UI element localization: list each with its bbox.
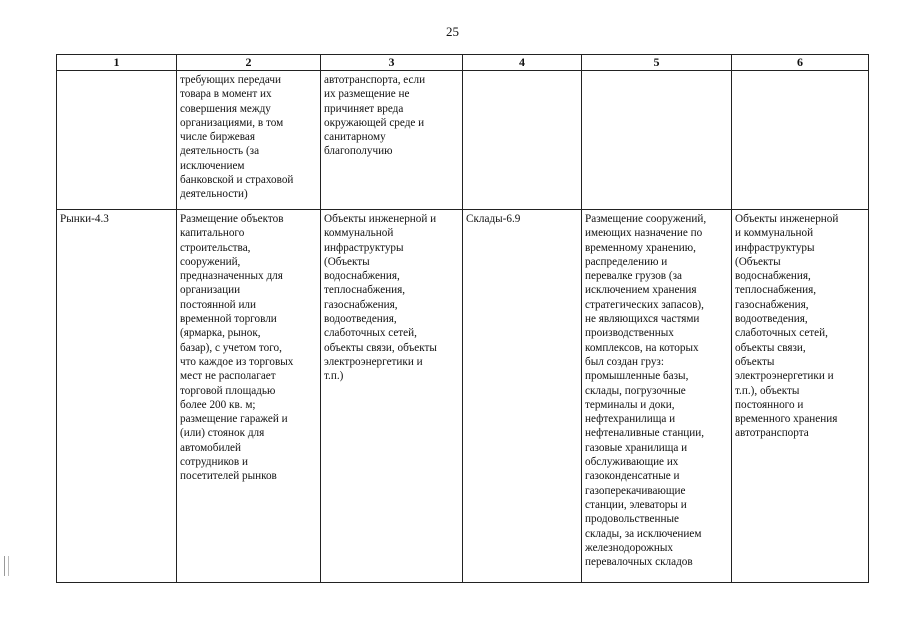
table-cell bbox=[732, 210, 869, 583]
table-cell bbox=[177, 210, 321, 583]
table-cell bbox=[177, 71, 321, 210]
table-row-markets bbox=[57, 210, 869, 583]
table-cell bbox=[57, 71, 177, 210]
table-cell bbox=[582, 210, 732, 583]
column-header: 6 bbox=[732, 55, 869, 71]
cell-text: автотранспорта, если их размещение не причиняет вреда окружающей среде и санитарному благополучию bbox=[324, 74, 426, 158]
column-header: 2 bbox=[177, 55, 321, 71]
table-cell bbox=[463, 210, 582, 583]
cell-text: Склады-6.9 bbox=[466, 213, 521, 225]
table-row-continued bbox=[57, 71, 869, 210]
page-number: 25 bbox=[446, 24, 459, 39]
table-cell bbox=[582, 71, 732, 210]
table-cell bbox=[321, 71, 463, 210]
column-header: 1 bbox=[57, 55, 177, 71]
column-header: 5 bbox=[582, 55, 732, 71]
table-cell bbox=[57, 210, 177, 583]
table-cell bbox=[321, 210, 463, 583]
column-header: 4 bbox=[463, 55, 582, 71]
cell-text: Рынки-4.3 bbox=[60, 213, 109, 225]
cell-text: Размещение сооружений, имеющих назначение по временному хранению, распределению и перевалке грузов (за исключением хранения стратегических запасов), не являющихся частями производственных комплексов, на которых был создан груз: промышленные базы, склады, погрузочные терминалы и доки, нефтехранилища и нефтеналивные станции, газовые хранилища и обслуживающие их газоконденсатные и газоперекачивающие станции, элеваторы и продовольственные склады, за исключением железнодорожных перевалочных складов bbox=[585, 213, 707, 569]
cell-text: Размещение объектов капитального строительства, сооружений, предназначенных для организации постоянной или временной торговли (ярмарка, рынок, базар), с учетом того, что каждое из торговых мест не располагает торговой площадью более 200 кв. м; размещение гаражей и (или) стоянок для автомобилей сотрудников и посетителей рынков bbox=[180, 213, 294, 483]
land-use-table bbox=[56, 54, 869, 583]
cell-text: Объекты инженерной и коммунальной инфраструктуры (Объекты водоснабжения, теплоснабжения, газоснабжения, водоотведения, слаботочных сетей, объекты связи, объекты электроэнергетики и т.п.), объекты постоянного и временного хранения автотранспорта bbox=[735, 213, 839, 440]
column-header: 3 bbox=[321, 55, 463, 71]
scan-margin-mark bbox=[4, 556, 9, 576]
table-cell bbox=[732, 71, 869, 210]
table-cell bbox=[463, 71, 582, 210]
cell-text: требующих передачи товара в момент их совершения между организациями, в том числе биржевая деятельность (за исключением банковской и страховой деятельности) bbox=[180, 74, 294, 201]
cell-text: Объекты инженерной и коммунальной инфраструктуры (Объекты водоснабжения, теплоснабжения, газоснабжения, водоотведения, слаботочных сетей, объекты связи, объекты электроэнергетики и т.п.) bbox=[324, 213, 437, 383]
header-row bbox=[57, 55, 869, 71]
